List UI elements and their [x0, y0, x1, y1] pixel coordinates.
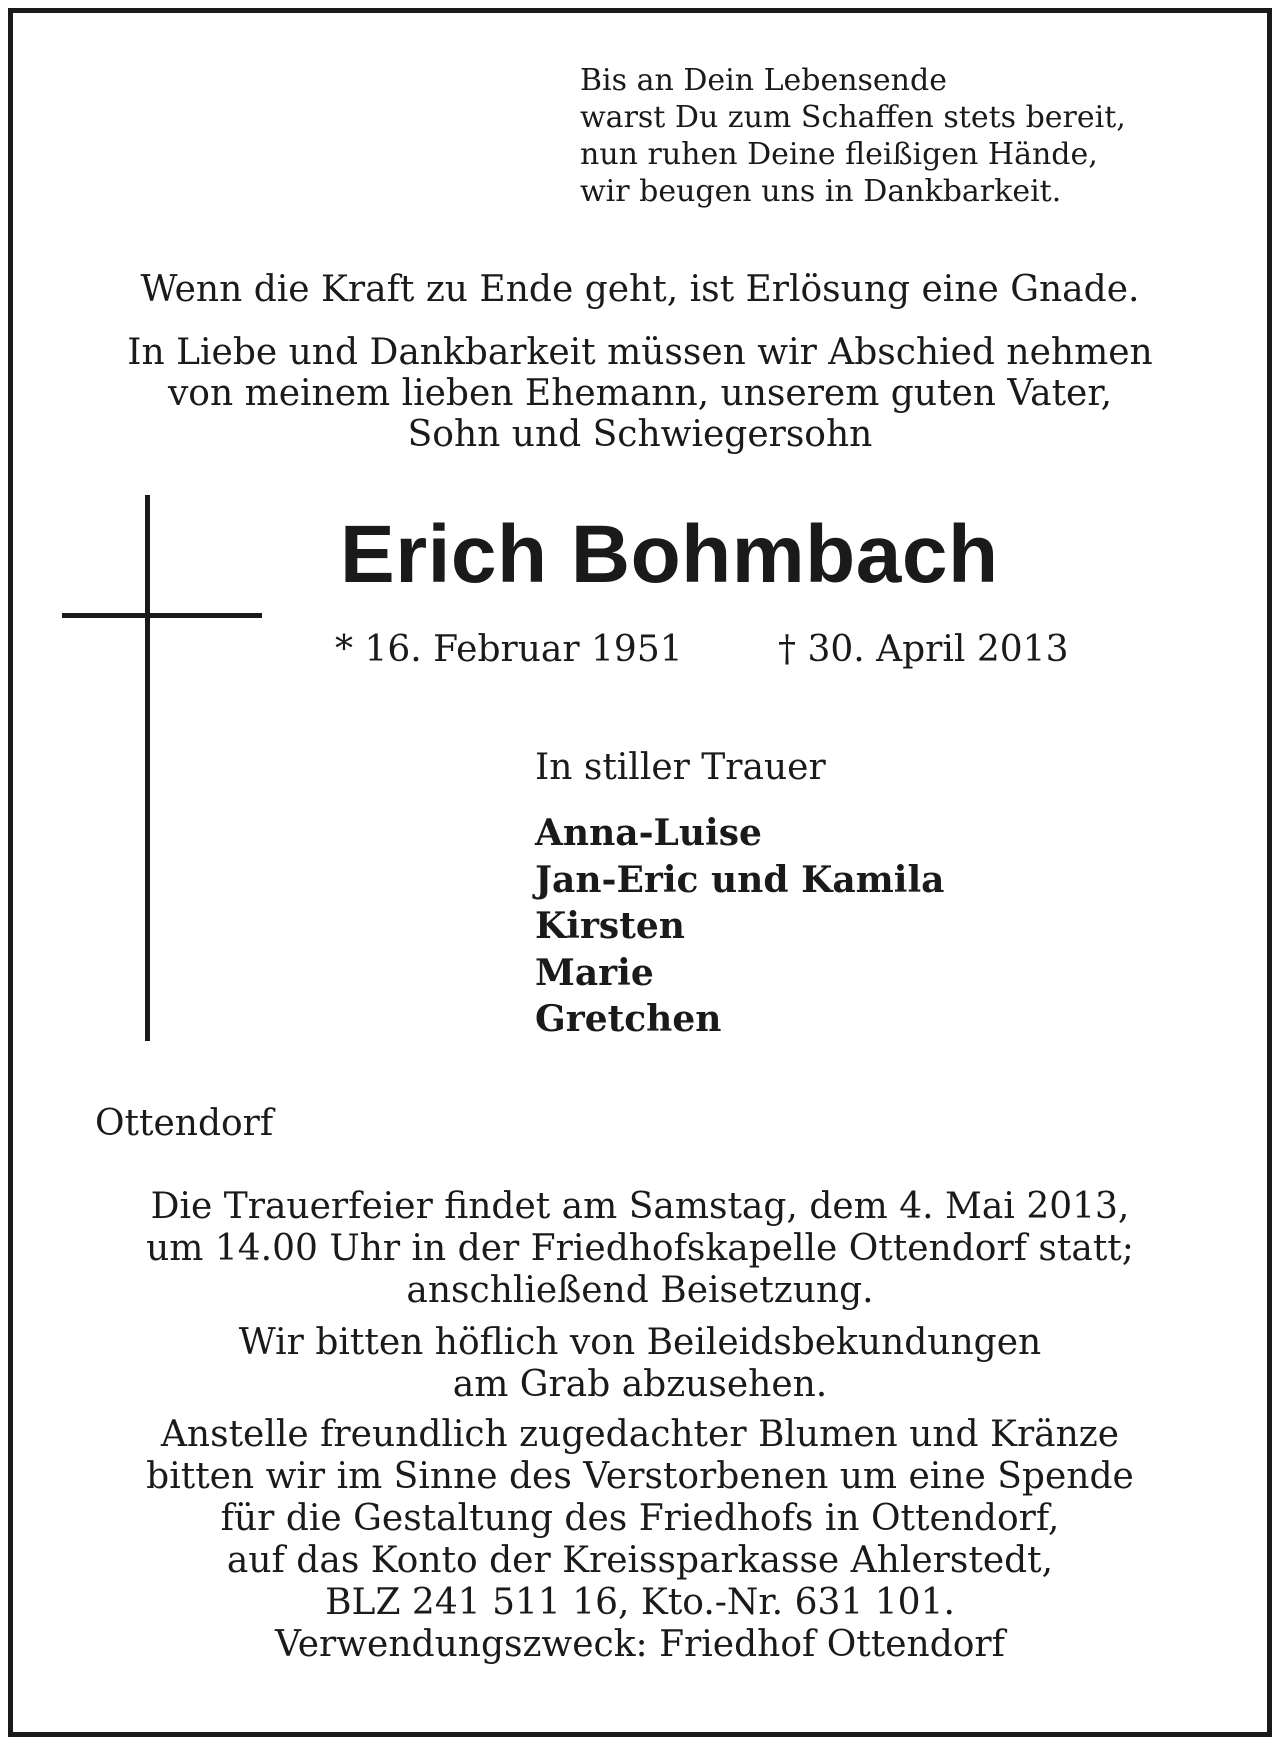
place: Ottendorf [95, 1103, 274, 1144]
condolence-note: Wir bitten höflich von Beileidsbekundungen am Grab abzusehen. [238, 1322, 1042, 1405]
mourner: Jan-Eric und Kamila [535, 858, 945, 901]
mourners-list [535, 810, 944, 1043]
mourner: Gretchen [535, 998, 722, 1040]
cross-icon [145, 495, 150, 1041]
mourner: Kirsten [535, 905, 685, 947]
birth-date: * 16. Februar 1951 [335, 629, 683, 670]
deceased-name: Erich Bohmbach [340, 509, 999, 600]
farewell-intro: In Liebe und Dankbarkeit müssen wir Abschied nehmen von meinem lieben Ehemann, unserem guten Vater, Sohn und Schwiegersohn [127, 332, 1153, 455]
cross-icon-bar [62, 613, 262, 618]
mourner: Anna-Luise [535, 812, 762, 854]
ceremony-info: Die Trauerfeier findet am Samstag, dem 4. Mai 2013, um 14.00 Uhr in der Friedhofskapelle Ottendorf statt; anschließend Beisetzung. [146, 1186, 1134, 1311]
donation-note: Anstelle freundlich zugedachter Blumen und Kränze bitten wir im Sinne des Verstorbenen um eine Spende für die Gestaltung des Friedhofs in Ottendorf, auf das Konto der Kreissparkasse Ahlerstedt, BLZ 241 511 16, Kto.-Nr. 631 101. Verwendungszweck: Friedhof Ottendorf [146, 1414, 1134, 1665]
mourning-intro: In stiller Trauer [535, 747, 826, 788]
mourner: Marie [535, 951, 654, 994]
quote-line: Wenn die Kraft zu Ende geht, ist Erlösung eine Gnade. [140, 269, 1140, 310]
death-date: † 30. April 2013 [778, 629, 1069, 670]
verse: Bis an Dein Lebensende warst Du zum Schaffen stets bereit, nun ruhen Deine fleißigen Hände, wir beugen uns in Dankbarkeit. [580, 63, 1126, 209]
